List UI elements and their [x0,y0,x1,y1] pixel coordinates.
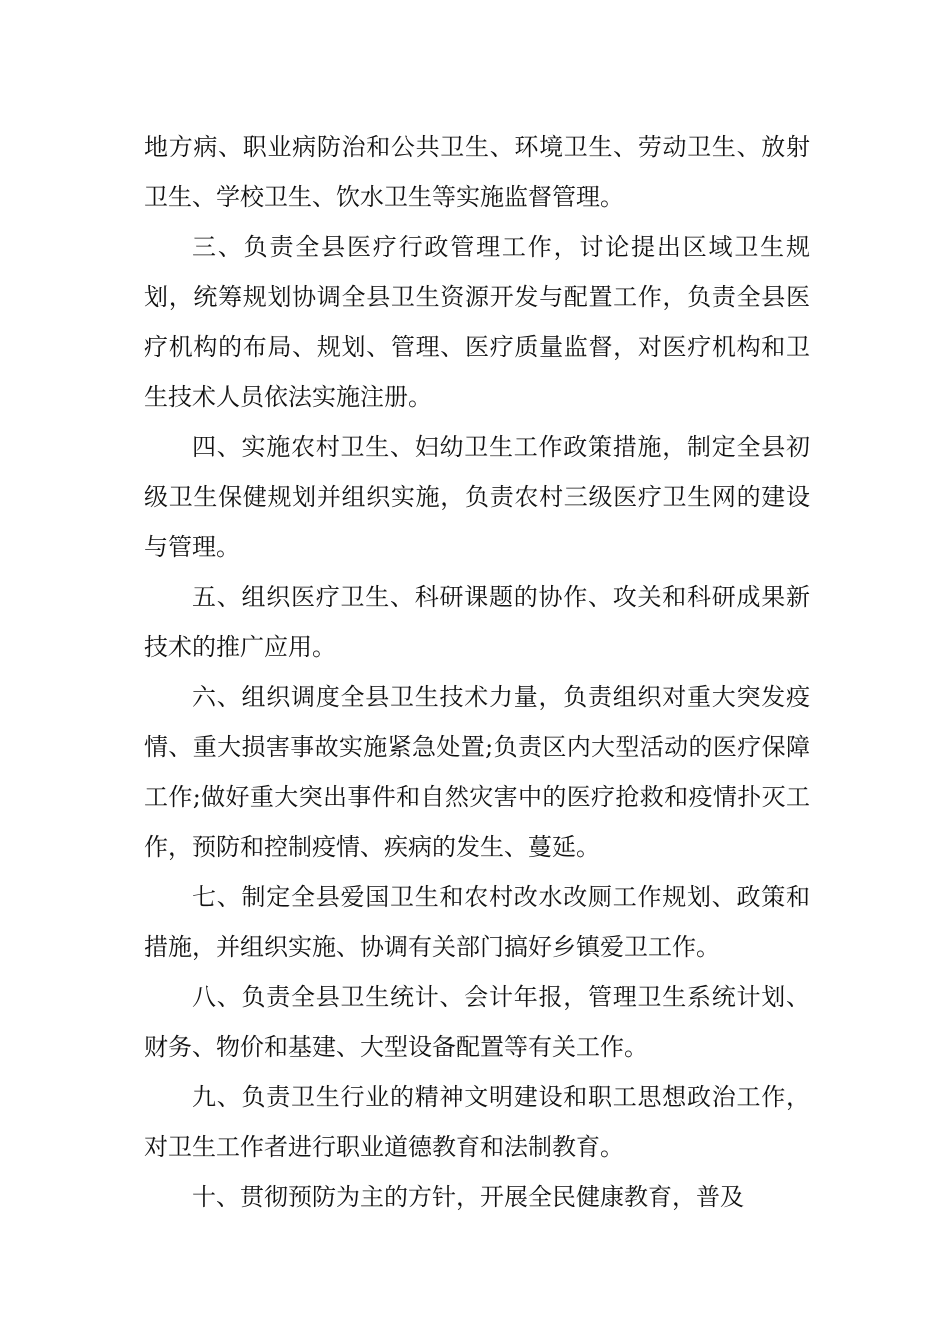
paragraph-item-3: 三、负责全县医疗行政管理工作，讨论提出区域卫生规划，统筹规划协调全县卫生资源开发与配置工作，负责全县医疗机构的布局、规划、管理、医疗质量监督，对医疗机构和卫生技术人员依法实施注册。 [144,233,810,411]
paragraph-continuation: 地方病、职业病防治和公共卫生、环境卫生、劳动卫生、放射卫生、学校卫生、饮水卫生等实施监督管理。 [144,133,810,211]
paragraph-item-4: 四、实施农村卫生、妇幼卫生工作政策措施，制定全县初级卫生保健规划并组织实施，负责农村三级医疗卫生网的建设与管理。 [144,433,810,561]
document-body [144,122,810,1222]
paragraph-item-7: 七、制定全县爱国卫生和农村改水改厕工作规划、政策和措施，并组织实施、协调有关部门搞好乡镇爱卫工作。 [144,883,810,961]
paragraph-item-9: 九、负责卫生行业的精神文明建设和职工思想政治工作，对卫生工作者进行职业道德教育和法制教育。 [144,1083,810,1161]
paragraph-item-10: 十、贯彻预防为主的方针，开展全民健康教育，普及 [192,1183,744,1211]
paragraph-item-8: 八、负责全县卫生统计、会计年报，管理卫生系统计划、财务、物价和基建、大型设备配置等有关工作。 [144,983,810,1061]
paragraph-item-5: 五、组织医疗卫生、科研课题的协作、攻关和科研成果新技术的推广应用。 [144,583,810,661]
paragraph-item-6: 六、组织调度全县卫生技术力量，负责组织对重大突发疫情、重大损害事故实施紧急处置;负责区内大型活动的医疗保障工作;做好重大突出事件和自然灾害中的医疗抢救和疫情扑灭工作，预防和控制疫情、疾病的发生、蔓延。 [144,683,810,861]
